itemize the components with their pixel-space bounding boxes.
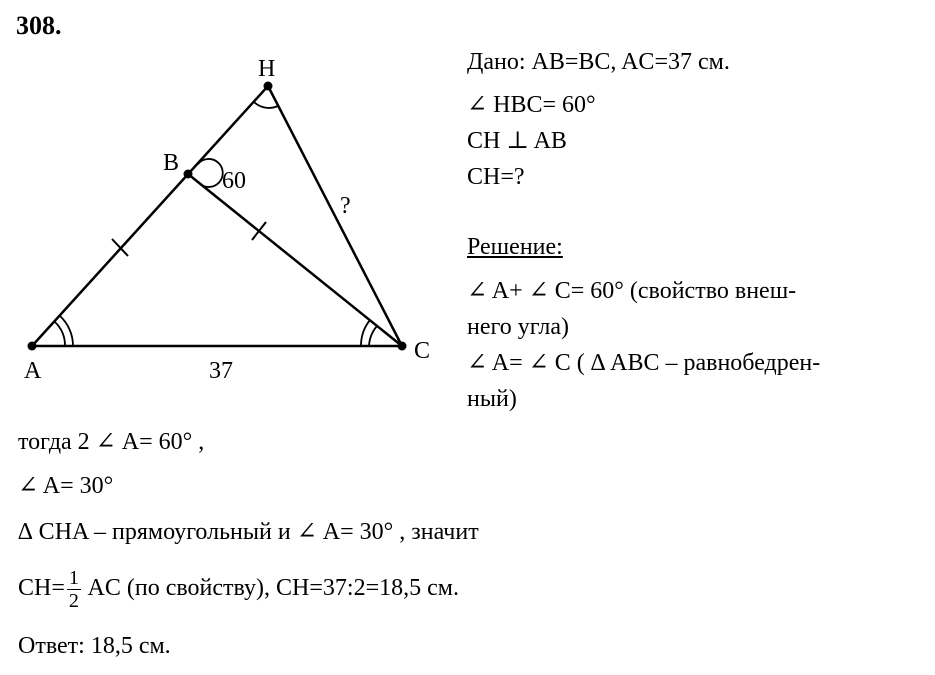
given-line-2: ∠ HBC= 60°: [467, 92, 596, 118]
solution-line-2: него угла): [467, 314, 569, 340]
angle-arc-a-inner: [55, 322, 65, 346]
given-line-1: Дано: AB=BC, AC=37 см.: [467, 49, 730, 75]
solution-line-4: ный): [467, 386, 517, 412]
vertex-c: [398, 342, 407, 351]
ch-suffix: AC (по свойству), CH=37:2=18,5 см.: [82, 575, 459, 601]
unknown-side-label: ?: [340, 193, 351, 219]
given-line-4: CH=?: [467, 164, 525, 190]
problem-number: 308.: [16, 11, 62, 40]
vertex-a: [28, 342, 37, 351]
given-line-3: CH ⊥ AB: [467, 128, 567, 154]
tick-bc: [252, 222, 266, 240]
side-ac-label: 37: [209, 358, 233, 384]
fraction-denominator: 2: [68, 589, 79, 612]
solution-heading: Решение:: [467, 234, 563, 260]
label-a: A: [24, 358, 42, 384]
angle-arc-b: [198, 159, 223, 187]
solution-line-3: ∠ A= ∠ C ( ∆ ABC – равнобедрен-: [467, 350, 821, 376]
side-hc: [268, 86, 402, 346]
label-b: B: [163, 150, 180, 176]
body-line-2: ∠ A= 30°: [18, 473, 114, 499]
label-c: C: [414, 338, 431, 364]
side-ah: [32, 86, 268, 346]
body-line-3: ∆ CHA – прямоугольный и ∠ A= 30° , значит: [18, 519, 479, 545]
label-h: H: [258, 56, 276, 82]
body-line-4: [18, 566, 459, 612]
answer-line: Ответ: 18,5 см.: [18, 633, 171, 659]
fraction-numerator: 1: [68, 566, 79, 589]
angle-label: 60: [222, 168, 246, 194]
fraction-one-half: [67, 567, 81, 612]
body-line-1: тогда 2 ∠ A= 60° ,: [18, 429, 205, 455]
solution-line-1: ∠ A+ ∠ C= 60° (свойство внеш-: [467, 278, 797, 304]
angle-arc-c-inner: [369, 326, 377, 346]
angle-arc-h: [254, 102, 278, 108]
ch-prefix: CH=: [18, 575, 65, 601]
vertex-h: [264, 82, 273, 91]
vertex-b: [184, 170, 193, 179]
